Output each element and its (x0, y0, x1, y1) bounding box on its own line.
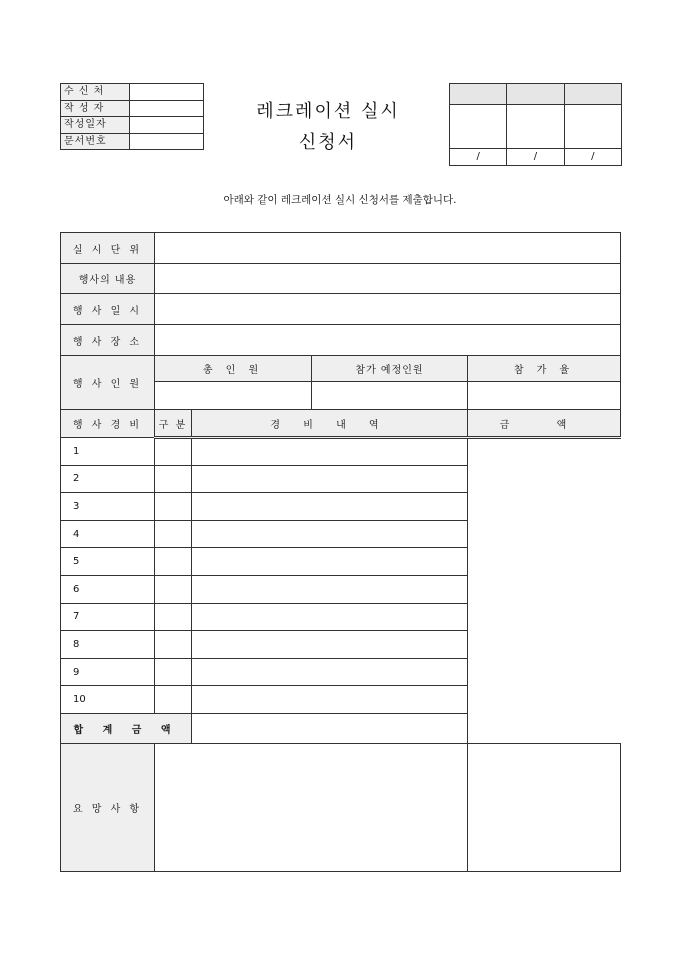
expense-row-number: 5 (61, 548, 155, 576)
header-expense-details: 경 비 내 역 (192, 410, 468, 438)
expense-row (61, 603, 621, 631)
field-requests[interactable] (155, 743, 468, 871)
label-date-written: 작성일자 (61, 117, 130, 134)
expense-row-number: 10 (61, 686, 155, 714)
field-event-content[interactable] (155, 264, 621, 294)
field-date-written[interactable] (130, 117, 204, 134)
expense-table (60, 409, 621, 872)
label-unit: 실 시 단 위 (61, 233, 155, 264)
header-total-personnel: 총 인 원 (155, 356, 312, 382)
label-event-datetime: 행 사 일 시 (61, 294, 155, 325)
expense-amount-field[interactable] (192, 465, 468, 493)
expense-detail-field[interactable] (155, 548, 192, 576)
label-requests: 요 망 사 항 (61, 743, 155, 871)
approval-header-cell (450, 84, 507, 105)
label-total-amount: 합 계 금 액 (61, 713, 192, 743)
label-author: 작 성 자 (61, 100, 130, 117)
field-event-datetime[interactable] (155, 294, 621, 325)
expense-amount-field[interactable] (192, 658, 468, 686)
label-event-personnel: 행 사 인 원 (61, 356, 155, 410)
field-doc-number[interactable] (130, 133, 204, 150)
field-unit[interactable] (155, 233, 621, 264)
label-doc-number: 문서번호 (61, 133, 130, 150)
approval-sign-cell[interactable] (507, 105, 564, 149)
expense-amount-field[interactable] (192, 493, 468, 521)
expense-detail-field[interactable] (155, 465, 192, 493)
expense-row-number: 3 (61, 493, 155, 521)
expense-row (61, 438, 621, 466)
approval-date-cell[interactable]: / (450, 149, 507, 166)
field-event-place[interactable] (155, 325, 621, 356)
document-title-line2: 신청서 (298, 132, 358, 153)
label-event-expenses: 행 사 경 비 (61, 410, 155, 438)
header-participation-rate: 참 가 율 (468, 356, 621, 382)
field-author[interactable] (130, 100, 204, 117)
label-event-place: 행 사 장 소 (61, 325, 155, 356)
expense-amount-field[interactable] (192, 520, 468, 548)
expense-detail-field[interactable] (155, 493, 192, 521)
expense-amount-field[interactable] (192, 575, 468, 603)
approval-date-cell[interactable]: / (507, 149, 564, 166)
field-recipient[interactable] (130, 84, 204, 101)
label-event-content: 행사의 내용 (61, 264, 155, 294)
approval-date-cell[interactable]: / (564, 149, 621, 166)
recipient-info-table (60, 83, 204, 150)
expense-row (61, 631, 621, 659)
approval-header-cell (564, 84, 621, 105)
field-requests-note[interactable] (468, 743, 621, 871)
expense-row (61, 548, 621, 576)
expense-amount-field[interactable] (192, 438, 468, 466)
expense-detail-field[interactable] (155, 658, 192, 686)
field-total-amount[interactable] (192, 713, 468, 743)
expense-amount-field[interactable] (192, 603, 468, 631)
expense-row-number: 7 (61, 603, 155, 631)
expense-detail-field[interactable] (155, 631, 192, 659)
expense-row-number: 4 (61, 520, 155, 548)
expense-row-number: 9 (61, 658, 155, 686)
document-title-line1: 레크레이션 실시 (256, 101, 400, 122)
approval-header-cell (507, 84, 564, 105)
expense-row-number: 6 (61, 575, 155, 603)
expense-row (61, 658, 621, 686)
expense-row (61, 686, 621, 714)
header-amount: 금 액 (468, 410, 621, 438)
field-total-personnel[interactable] (155, 382, 312, 410)
header-category: 구 분 (155, 410, 192, 438)
expense-row-number: 1 (61, 438, 155, 466)
field-participation-rate[interactable] (468, 382, 621, 410)
expense-row (61, 520, 621, 548)
expense-detail-field[interactable] (155, 686, 192, 714)
intro-text: 아래와 같이 레크레이션 실시 신청서를 제출합니다. (223, 194, 457, 206)
expense-detail-field[interactable] (155, 520, 192, 548)
expense-row-number: 8 (61, 631, 155, 659)
expense-detail-field[interactable] (155, 575, 192, 603)
expense-amount-field[interactable] (192, 548, 468, 576)
expense-amount-field[interactable] (192, 631, 468, 659)
approval-sign-cell[interactable] (564, 105, 621, 149)
approval-table (449, 83, 622, 166)
header-expected-participants: 참가 예정인원 (312, 356, 468, 382)
expense-amount-field[interactable] (192, 686, 468, 714)
application-form-table (60, 232, 621, 410)
expense-detail-field[interactable] (155, 603, 192, 631)
expense-row-number: 2 (61, 465, 155, 493)
expense-row (61, 465, 621, 493)
label-recipient: 수 신 처 (61, 84, 130, 101)
field-expected-participants[interactable] (312, 382, 468, 410)
expense-row (61, 575, 621, 603)
expense-row (61, 493, 621, 521)
expense-detail-field[interactable] (155, 438, 192, 466)
approval-sign-cell[interactable] (450, 105, 507, 149)
